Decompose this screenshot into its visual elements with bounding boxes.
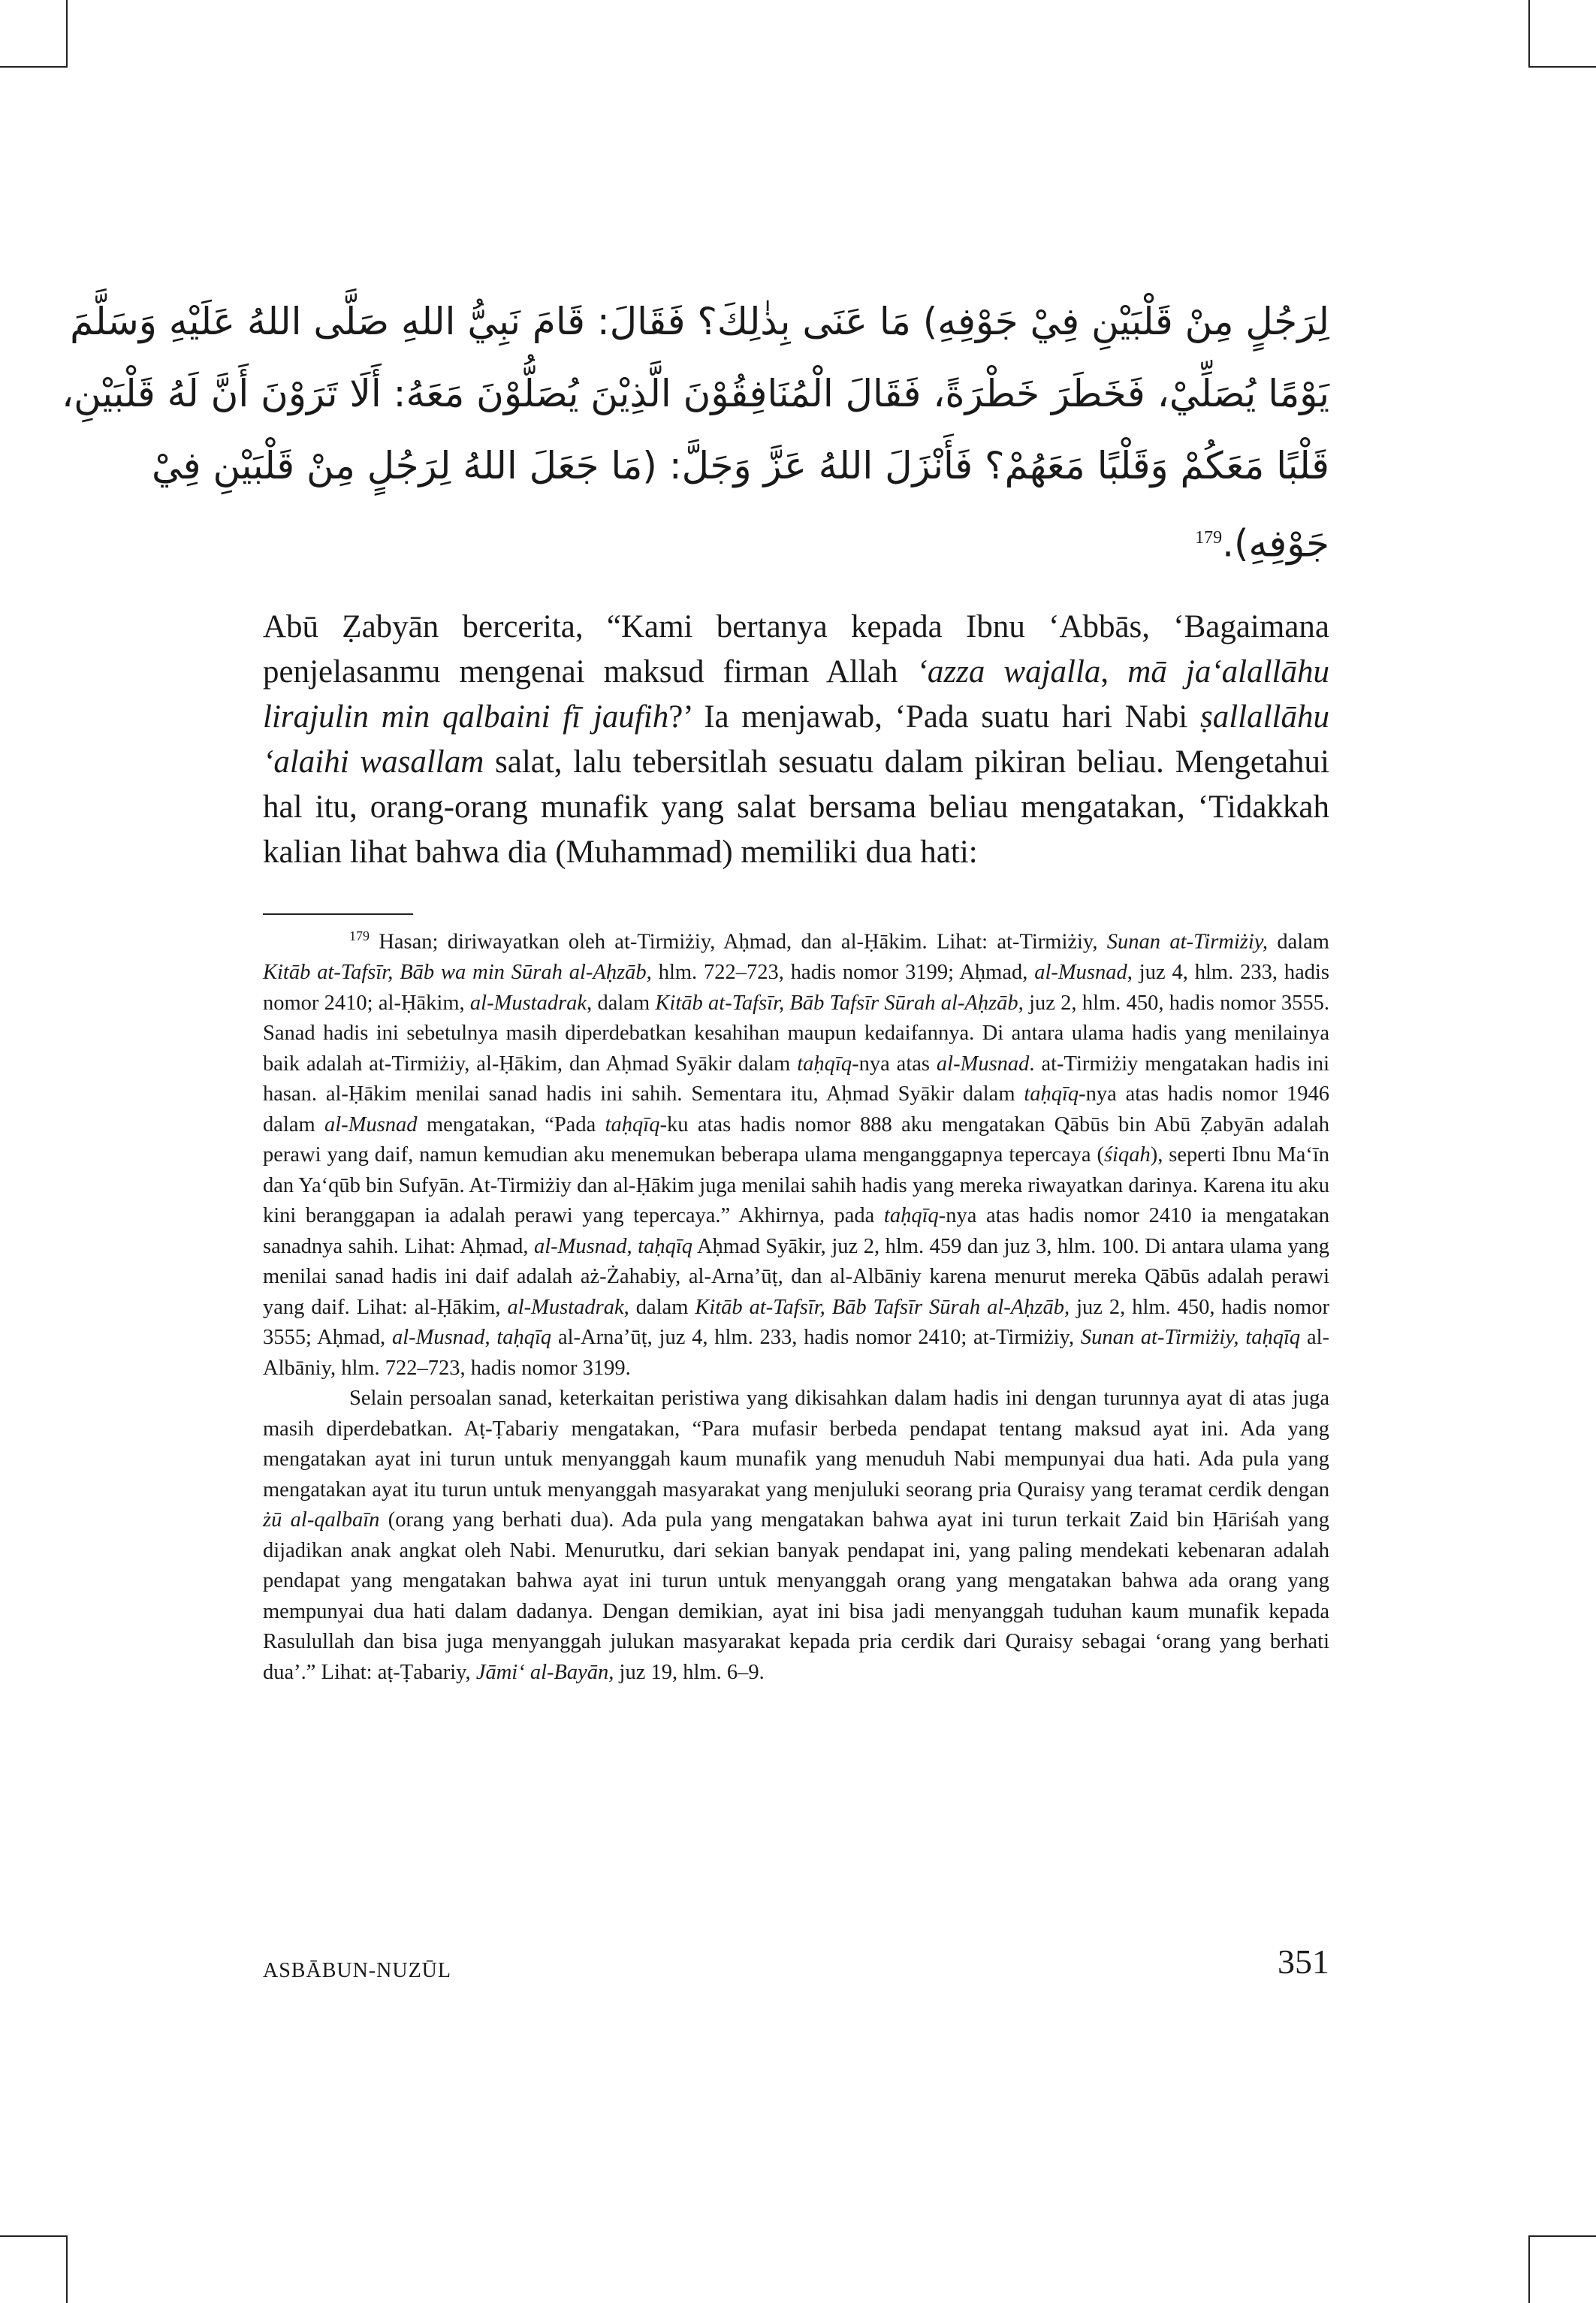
text-run: , dalam: [623, 1295, 695, 1319]
text-run: Hasan; diriwayatkan oleh at-Tirmiżiy, Aḥmad, dan al-Ḥākim. Lihat: at-Tirmiżiy,: [370, 930, 1107, 954]
text-run: , dalam: [587, 991, 656, 1015]
italic-run: Sunan at-Tirmiżiy,: [1106, 930, 1269, 954]
text-run: Aḥmad Syākir, juz 2, hlm. 459 dan juz 3, hlm. 100. Di antara ulama yang menilai sanad hadis ini daif adalah aż-Żahabiy, al-Arna’ūṭ, dan al-Albāniy karena menurut mereka Qābūs adalah perawi yang daif. Lihat: al-Ḥākim,: [263, 1234, 1330, 1319]
footnote-reference: 179: [1195, 528, 1223, 548]
italic-run: al-Mustadrak: [507, 1295, 624, 1319]
main-paragraph: [263, 605, 1329, 875]
text-run: ,: [1100, 654, 1128, 690]
italic-run: Kitāb at-Tafsīr, Bāb Tafsīr Sūrah al-Aḥzāb,: [695, 1295, 1070, 1319]
footnote-179: [263, 921, 1329, 1384]
italic-run: ‘azza wajalla: [916, 654, 1101, 690]
text-run: ), seperti Ibnu Ma‘īn dan Ya‘qūb bin Sufyān. At-Tirmiżiy dan al-Ḥākim juga menilai sahih hadis yang mereka riwayatkan darinya. Karena itu aku kini beranggapan ia adalah perawi yang tepercaya.” Akhirnya, pada: [263, 1143, 1329, 1227]
italic-run: al-Musnad: [324, 1112, 418, 1136]
text-run: ,: [484, 1326, 497, 1349]
italic-run: taḥqīq: [638, 1234, 693, 1258]
footnote-rule: [263, 913, 413, 915]
text-run: -ku atas hadis nomor 888 aku mengatakan Qābūs bin Abū Ẓabyān adalah perawi yang daif, namun kemudian aku menemukan beberapa ulama menganggapnya tepercaya (: [263, 1112, 1330, 1167]
crop-mark: [66, 2235, 68, 2303]
text-run: al-Albāniy, hlm. 722–723, hadis nomor 3199.: [263, 1326, 1330, 1380]
page-number: 351: [1278, 1942, 1329, 1981]
italic-run: Jāmi‘ al-Bayān,: [475, 1660, 614, 1684]
text-run: ,: [626, 1234, 638, 1258]
crop-mark: [0, 66, 68, 68]
running-title: ASBĀBUN-NUZŪL: [263, 1959, 451, 1982]
italic-run: Sunan at-Tirmiżiy, taḥqīq: [1080, 1326, 1301, 1349]
crop-mark: [1528, 2235, 1530, 2303]
text-run: juz 2, hlm. 450, hadis nomor 3555; Aḥmad,: [263, 1295, 1329, 1349]
text-run: (orang yang berhati dua). Ada pula yang mengatakan bahwa ayat ini turun terkait Zaid bin Ḥāriśah yang dijadikan anak angkat oleh Nabi. Menurutku, dari sekian banyak pendapat ini, yang paling mendekati kebenaran adalah pendapat yang mengatakan bahwa ayat ini turun untuk menyanggah orang yang mengatakan bahwa ada orang yang mempunyai dua hati dalam dadanya. Dengan demikian, ayat ini bisa jadi menyanggah tuduhan kaum munafik kepada Rasulullah dan bisa juga menyanggah julukan masyarakat kepada pria cerdik dari Quraisy sebagai ‘orang yang berhati dua’.” Lihat: aṭ-Ṭabariy,: [263, 1508, 1329, 1684]
italic-run: al-Musnad: [1034, 961, 1127, 984]
text-run: hlm. 722–723, hadis nomor 3199; Aḥmad,: [651, 961, 1035, 984]
footnotes: [263, 921, 1329, 1688]
crop-mark: [0, 2235, 68, 2237]
italic-run: taḥqīq: [496, 1326, 552, 1349]
italic-run: ṣallallāhu ‘alaihi wasallam: [263, 699, 1329, 780]
italic-run: Kitāb at-Tafsīr, Bāb wa min Sūrah al-Aḥzāb,: [263, 961, 652, 984]
text-run: ?’ Ia menjawab, ‘Pada suatu hari Nabi: [668, 699, 1200, 735]
text-run: dalam: [1268, 930, 1329, 954]
translation-paragraph: [263, 605, 1329, 875]
text-run: -nya atas hadis nomor 1946 dalam: [263, 1082, 1329, 1136]
arabic-line: يَوْمًا يُصَلِّيْ، فَخَطَرَ خَطْرَةً، فَقَالَ الْمُنَافِقُوْنَ الَّذِيْنَ يُصَلُّوْنَ مَعَهُ: أَلَا تَرَوْنَ أَنَّ لَهُ قَلْبَيْنِ،: [61, 372, 1329, 415]
crop-mark: [66, 0, 68, 68]
italic-run: żū al-qalbaīn: [263, 1508, 380, 1532]
text-run: al-Arna’ūṭ, juz 4, hlm. 233, hadis nomor 2410; at-Tirmiżiy,: [551, 1326, 1081, 1349]
italic-run: al-Musnad: [391, 1326, 485, 1349]
arabic-line: جَوْفِهِ).: [1222, 521, 1329, 566]
italic-run: taḥqīq: [1024, 1082, 1079, 1106]
italic-run: Kitāb at-Tafsīr, Bāb Tafsīr Sūrah al-Aḥzāb,: [655, 991, 1024, 1015]
text-run: salat, lalu tebersitlah sesuatu dalam pikiran beliau. Mengetahui hal itu, orang-orang munafik yang salat bersama beliau mengatakan, ‘Tidakkah kalian lihat bahwa dia (Muhammad) memiliki dua hati:: [263, 744, 1329, 870]
arabic-hadith-text: [61, 285, 1329, 574]
italic-run: taḥqīq: [797, 1052, 852, 1076]
italic-run: taḥqīq: [605, 1112, 660, 1136]
crop-mark: [1528, 66, 1596, 68]
footnote-continuation: [263, 1384, 1329, 1688]
text-run: Abū Ẓabyān bercerita, “Kami bertanya kepada Ibnu ‘Abbās, ‘Bagaimana penjelasanmu mengenai maksud firman Allah: [263, 609, 1329, 690]
crop-mark: [1528, 2235, 1596, 2237]
text-run: . at-Tirmiżiy mengatakan hadis ini hasan. al-Ḥākim menilai sanad hadis ini sahih. Sementara itu, Aḥmad Syākir dalam: [263, 1052, 1329, 1106]
italic-run: al-Musnad: [534, 1234, 627, 1258]
arabic-line: لِرَجُلٍ مِنْ قَلْبَيْنِ فِيْ جَوْفِهِ) مَا عَنَى بِذٰلِكَ؟ فَقَالَ: قَامَ نَبِيُّ اللهِ صَلَّى اللهُ عَلَيْهِ وَسَلَّمَ: [70, 300, 1329, 343]
text-run: , juz 4, hlm. 233, hadis nomor 2410; al-Ḥākim,: [263, 961, 1329, 1015]
text-run: juz 2, hlm. 450, hadis nomor 3555. Sanad hadis ini sebetulnya masih diperdebatkan kesahihan maupun kedaifannya. Di antara ulama hadis yang menilainya baik adalah at-Tirmiżiy, al-Ḥākim, dan Aḥmad Syākir dalam: [263, 991, 1329, 1076]
text-run: -nya atas hadis nomor 2410 ia mengatakan sanadnya sahih. Lihat: Aḥmad,: [263, 1204, 1329, 1258]
text-run: Selain persoalan sanad, keterkaitan peristiwa yang dikisahkan dalam hadis ini dengan turunnya ayat di atas juga masih diperdebatkan. Aṭ-Ṭabariy mengatakan, “Para mufasir berbeda pendapat tentang maksud ayat ini. Ada yang mengatakan ayat ini turun untuk menyanggah kaum munafik yang menuduh Nabi mempunyai dua hati. Ada pula yang mengatakan ayat itu turun untuk menyanggah masyarakat yang menjuluki seorang pria Quraisy yang teramat cerdik dengan: [263, 1387, 1329, 1502]
arabic-line: قَلْبًا مَعَكُمْ وَقَلْبًا مَعَهُمْ؟ فَأَنْزَلَ اللهُ عَزَّ وَجَلَّ: (مَا جَعَلَ اللهُ لِرَجُلٍ مِنْ قَلْبَيْنِ فِيْ: [151, 444, 1329, 487]
italic-run: al-Musnad: [936, 1052, 1030, 1076]
text-run: juz 19, hlm. 6–9.: [614, 1660, 765, 1684]
italic-run: taḥqīq: [883, 1204, 939, 1227]
text-run: mengatakan, “Pada: [417, 1112, 605, 1136]
arabic-line-last: [263, 502, 1329, 574]
crop-mark: [1528, 0, 1530, 68]
text-run: -nya atas: [852, 1052, 937, 1076]
italic-run: mā ja‘alallāhu lirajulin min qalbaini fī jaufih: [263, 654, 1330, 735]
italic-run: śiqah: [1103, 1143, 1151, 1167]
footnote-number: 179: [349, 928, 370, 943]
italic-run: al-Mustadrak: [469, 991, 587, 1015]
